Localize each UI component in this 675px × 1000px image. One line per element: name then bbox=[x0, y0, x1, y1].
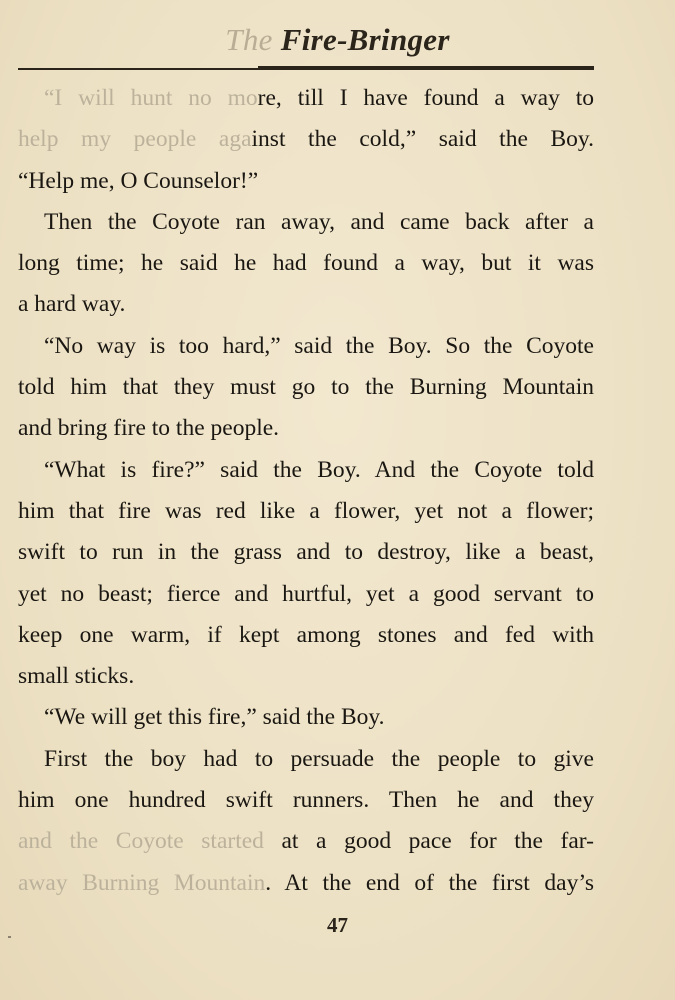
running-head-faded: The bbox=[225, 22, 273, 57]
line-text: re, till I have found a way to bbox=[257, 85, 594, 111]
text-line-16: “We will get this fire,” said the Boy. bbox=[44, 704, 385, 731]
line-text: inst the cold,” said the Boy. bbox=[251, 126, 594, 153]
faded-text: “I will hunt no mo bbox=[44, 85, 258, 111]
text-line-9: and bring fire to the people. bbox=[18, 415, 280, 442]
text-line-17: First the boy had to persuade the people to give bbox=[44, 745, 594, 772]
line-text: . At the end of the first day’s bbox=[265, 869, 594, 896]
text-line-11: him that fire was red like a flower, yet not a flower; bbox=[18, 497, 594, 524]
page-number: 47 bbox=[327, 913, 348, 937]
text-line-3: “Help me, O Counselor!” bbox=[18, 167, 259, 194]
paper-spot bbox=[8, 936, 11, 938]
text-line-20 bbox=[18, 863, 594, 904]
faded-text: and the Coyote started bbox=[18, 828, 264, 855]
text-line-18: him one hundred swift runners. Then he and they bbox=[18, 787, 594, 814]
header-rule-thick bbox=[258, 66, 594, 69]
text-line-4: Then the Coyote ran away, and came back after a bbox=[44, 208, 594, 235]
running-head-title: Fire-Bringer bbox=[280, 22, 450, 57]
text-line-7: “No way is too hard,” said the Boy. So the Coyote bbox=[44, 332, 594, 359]
header-rule bbox=[18, 68, 594, 70]
faded-text: help my people aga bbox=[18, 126, 252, 153]
text-line-14: keep one warm, if kept among stones and fed with bbox=[18, 621, 594, 648]
text-line-15: small sticks. bbox=[18, 663, 135, 690]
text-line-8: told him that they must go to the Burning Mountain bbox=[18, 374, 594, 401]
line-text: at a good pace for the far- bbox=[263, 828, 594, 855]
text-line-13: yet no beast; fierce and hurtful, yet a good servant to bbox=[18, 580, 594, 607]
text-line-1 bbox=[18, 78, 594, 119]
text-line-12: swift to run in the grass and to destroy, like a beast, bbox=[18, 539, 594, 566]
running-head bbox=[0, 22, 675, 58]
text-line-6: a hard way. bbox=[18, 291, 126, 318]
faded-text: away Burning Mountain bbox=[18, 869, 266, 896]
text-line-19 bbox=[18, 821, 594, 862]
text-line-5: long time; he said he had found a way, but it was bbox=[18, 250, 594, 277]
text-line-10: “What is fire?” said the Boy. And the Coyote told bbox=[44, 456, 594, 483]
body-text bbox=[18, 78, 594, 904]
text-line-2 bbox=[18, 119, 594, 160]
